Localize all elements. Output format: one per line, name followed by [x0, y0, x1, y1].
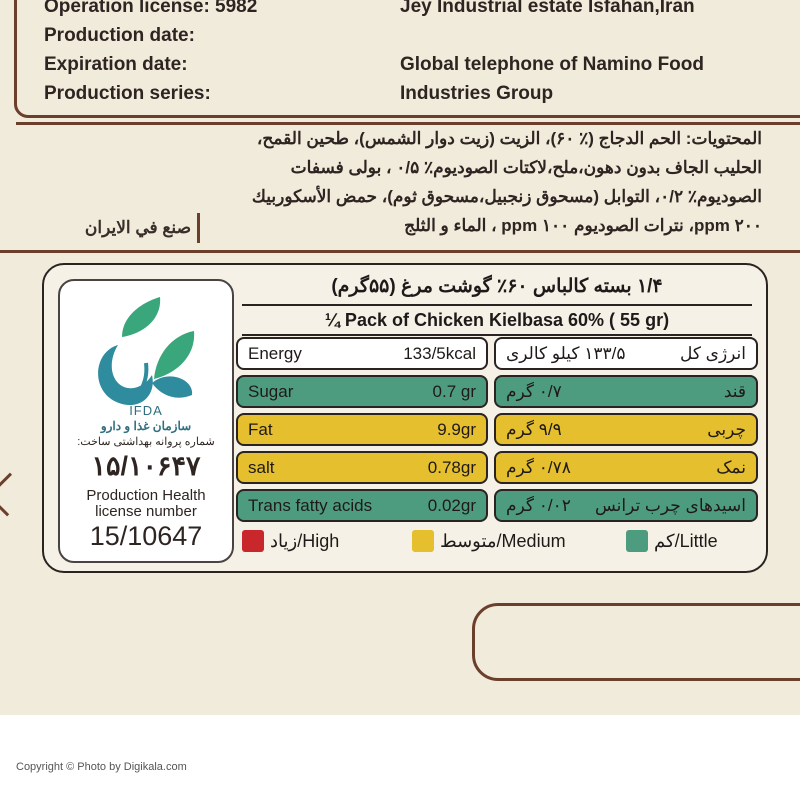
license-caption-en-1: Production Health: [86, 487, 206, 504]
nutrient-value: ۰/۷ گرم: [506, 381, 562, 401]
nutrient-fa-sugar: [494, 375, 758, 408]
telephone-line-2: Industries Group: [400, 83, 554, 104]
nutrient-label: Fat: [248, 419, 273, 439]
ifda-logo-icon: [60, 283, 232, 413]
blank-line: [400, 21, 704, 50]
nutrient-value: 133/5kcal: [403, 343, 476, 363]
lower-frame: [472, 603, 800, 681]
nutrient-label: Energy: [248, 343, 302, 363]
nutrient-en-energy: [236, 337, 488, 370]
nutrient-value: ۰/۰۲ گرم: [506, 495, 571, 515]
nutrient-value: ۱۳۳/۵ کیلو کالری: [506, 343, 626, 363]
telephone-line-1: Global telephone of Namino Food: [400, 54, 704, 75]
ingredients-line: ۲۰۰ ppm، نترات الصوديوم ppm ۱۰۰ ، الماء و الثلج: [404, 216, 762, 235]
nutrient-label: انرژی کل: [679, 343, 746, 363]
legend-high-label: زیاد/High: [270, 530, 340, 551]
ifda-name: سازمان غذا و دارو: [100, 419, 192, 433]
ingredients-line: الصوديوم٪ ۰/۲، التوابل (مسحوق زنجبيل،مسحوق ثوم)، حمض الأسكوربيك: [251, 187, 762, 206]
copyright-text: Copyright © Photo by Digikala.com: [16, 761, 187, 773]
address-line: Jey Industrial estate Isfahan,Iran: [400, 0, 695, 17]
nutrient-label: نمک: [716, 457, 746, 477]
arrow-mark-icon: [0, 473, 30, 517]
nutrient-en-salt: [236, 451, 488, 484]
divider: [0, 250, 800, 253]
production-series: Production series:: [44, 83, 211, 104]
legend-little: [626, 526, 718, 556]
nutrient-en-fat: [236, 413, 488, 446]
nutrient-fa-trans-fat: [494, 489, 758, 522]
nutrient-label: Sugar: [248, 381, 294, 401]
license-caption-fa: شماره پروانه بهداشتی ساخت:: [77, 436, 215, 448]
nutrient-label: Trans fatty acids: [248, 495, 373, 515]
nutrient-label: قند: [723, 381, 746, 401]
nutrient-en-sugar: [236, 375, 488, 408]
license-caption-en-2: license number: [95, 503, 197, 520]
operation-license: Operation license: 5982: [44, 0, 258, 17]
made-in-label: صنع في الايران: [40, 213, 200, 243]
nutrient-en-trans-fat: [236, 489, 488, 522]
ifda-logo-box: [58, 279, 234, 563]
license-number-fa: ۱۵/۱۰۶۴۷: [91, 451, 201, 481]
ingredients-line: الحليب الجاف بدون دهون،ملح،لاكتات الصوديوم٪ ۰/۵ ، بولی فسفات: [290, 158, 762, 177]
ifda-abbr: IFDA: [129, 403, 163, 418]
manufacturer-info-right: [400, 0, 704, 108]
nutrient-value: 0.02gr: [427, 495, 476, 515]
legend-medium-swatch: [412, 530, 434, 552]
legend-medium-label: متوسط/Medium: [440, 530, 566, 551]
legend-little-swatch: [626, 530, 648, 552]
nutrient-value: 0.7 gr: [432, 381, 476, 401]
nutrient-value: ۹/۹ گرم: [506, 419, 562, 439]
title-divider: [242, 334, 752, 336]
legend-little-label: کم/Little: [654, 530, 718, 551]
legend-high-swatch: [242, 530, 264, 552]
nutrient-value: ۰/۷۸ گرم: [506, 457, 571, 477]
license-number: 15/10647: [89, 521, 203, 551]
manufacturer-info-left: [44, 0, 257, 108]
nutrient-value: 9.9gr: [437, 419, 476, 439]
nutrient-fa-energy: [494, 337, 758, 370]
production-date: Production date:: [44, 25, 195, 46]
nutrient-label: salt: [248, 457, 275, 477]
product-title-en: ¼ Pack of Chicken Kielbasa 60% ( 55 gr): [324, 310, 670, 330]
product-title-fa: ۱/۴ بسته کالباس ۶۰٪ گوشت مرغ (۵۵گرم): [331, 276, 663, 297]
nutrient-fa-salt: [494, 451, 758, 484]
nutrient-fa-fat: [494, 413, 758, 446]
legend-medium: [412, 526, 566, 556]
nutrient-label: اسیدهای چرب ترانس: [594, 495, 746, 515]
nutrient-value: 0.78gr: [427, 457, 476, 477]
ingredients-line: المحتويات: الحم الدجاج (٪ ۶۰)، الزيت (زيت دوار الشمس)، طحين القمح،: [256, 129, 762, 148]
legend-high: [242, 526, 339, 556]
expiration-date: Expiration date:: [44, 54, 188, 75]
nutrient-label: چربی: [707, 419, 746, 439]
